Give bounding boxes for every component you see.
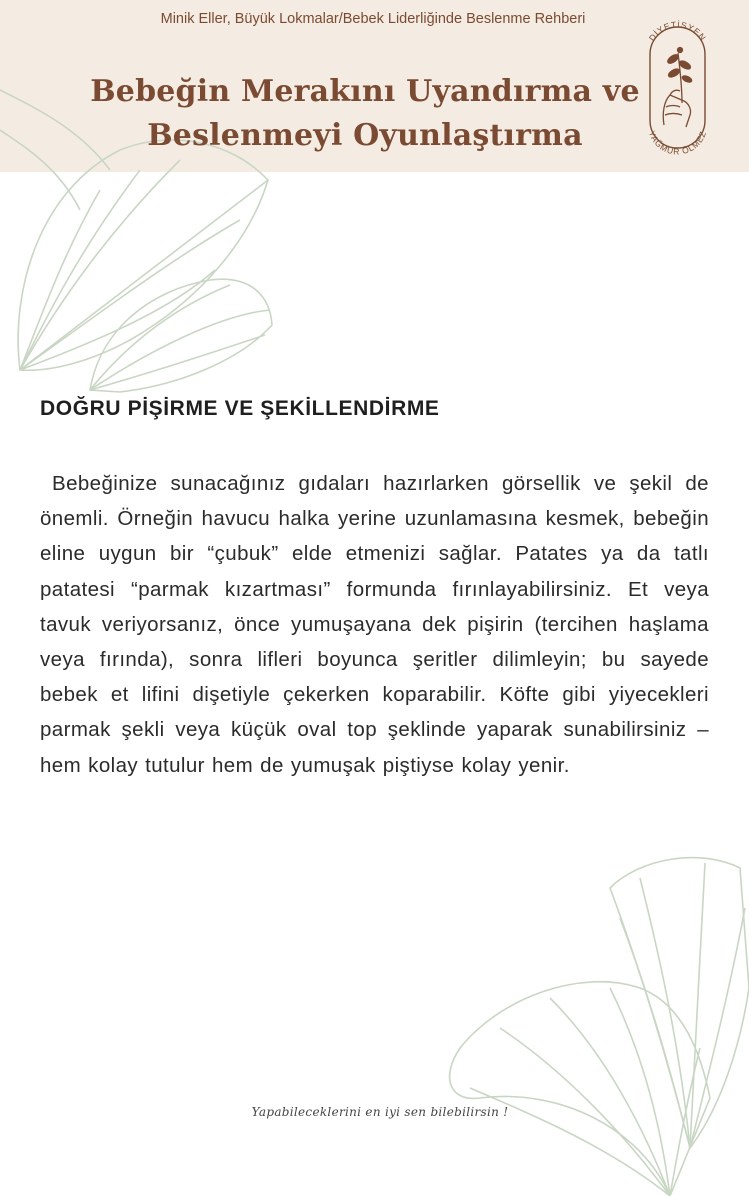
logo-top-text: DİYETİSYEN — [646, 19, 709, 43]
document-subtitle: Minik Eller, Büyük Lokmalar/Bebek Liderliğinde Beslenme Rehberi — [160, 11, 586, 27]
page-title: Bebeğin Merakını Uyandırma ve Beslenmeyi Oyunlaştırma — [90, 74, 640, 153]
footer-quote: Yapabileceklerini en iyi sen bilebilirsin ! — [251, 1105, 509, 1119]
svg-text:DİYETİSYEN — [647, 19, 709, 42]
svg-text:YAĞMUR ÖLMEZ — [647, 129, 708, 156]
logo-bottom-text: YAĞMUR ÖLMEZ — [646, 129, 709, 157]
ginkgo-leaf-icon — [440, 848, 749, 1196]
hand-holding-olive-branch-icon — [663, 48, 692, 128]
dietitian-logo — [640, 15, 715, 160]
section-heading: DOĞRU PİŞİRME VE ŞEKİLLENDİRME — [40, 397, 440, 420]
section-body-paragraph: Bebeğinize sunacağınız gıdaları hazırlarken görsellik ve şekil de önemli. Örneğin havucu halka yerine uzunlamasına kesmek, bebeğin eline uygun bir “çubuk” elde etmenizi sağlar. Patates ya da tatlı patatesi “parmak kızartması” formunda fırınlayabilirsiniz. Et veya tavuk veriyorsanız, önce yumuşayana dek pişirin (tercihen haşlama veya fırında), sonra lifleri boyunca şeritler dilimleyin; bu sayede bebek et lifini dişetiyle çekerken koparabilir. Köfte gibi yiyecekleri parmak şekli veya küçük oval top şeklinde yaparak sunabilirsiniz – hem kolay tutulur hem de yumuşak piştiyse kolay yenir. — [40, 472, 709, 777]
